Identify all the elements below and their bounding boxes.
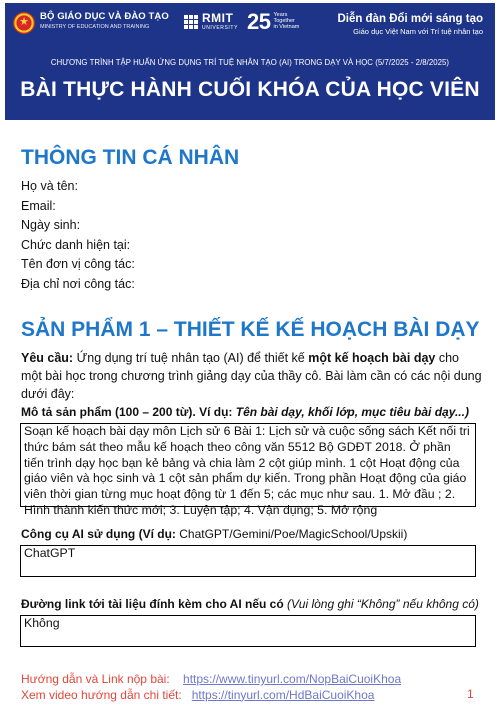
ai-tool-label-text: Công cụ AI sử dụng (Ví dụ: — [21, 527, 180, 541]
video-link[interactable]: https://tinyurl.com/HdBaiCuoiKhoa — [191, 687, 375, 702]
guide-label: Hướng dẫn và Link nộp bài: — [21, 672, 170, 686]
video-label: Xem video hướng dẫn chi tiết: — [21, 687, 182, 702]
rmit-name: RMIT — [202, 11, 234, 25]
personal-info-heading: THÔNG TIN CÁ NHÂN — [21, 146, 240, 169]
anniversary-logo — [247, 11, 299, 33]
rmit-sub: UNIVERSITY — [202, 25, 239, 31]
field-full-name: Họ và tên: — [21, 179, 78, 193]
forum-subtitle: Giáo dục Việt Nam với Trí tuệ nhân tạo — [353, 27, 483, 36]
field-work-address: Địa chỉ nơi công tác: — [21, 276, 135, 291]
description-label — [21, 405, 469, 419]
program-line: CHƯƠNG TRÌNH TẬP HUẤN ỨNG DỤNG TRÍ TUỆ NHÂN TẠO (AI) TRONG DẠY VÀ HỌC (5/7/2025 - 2/8/2025) — [50, 58, 450, 67]
attachment-link-label-note: (Vui lòng ghi “Không” nếu không có) — [287, 597, 479, 611]
description-label-text: Mô tả sản phẩm (100 – 200 từ). Ví dụ: — [21, 405, 236, 419]
logo-row — [5, 3, 495, 51]
requirement-bold: một kế hoạch bài dạy — [308, 351, 436, 365]
rmit-logo — [183, 12, 238, 31]
moet-subtitle: MINISTRY OF EDUCATION AND TRAINING — [40, 23, 150, 30]
description-textbox[interactable]: Soạn kế hoạch bài dạy môn Lịch sử 6 Bài 1: Lịch sử và cuộc sống sách Kết nối tri thức bám sát theo mẫu kế hoạch theo công văn 5512 Bộ GDĐT 2018. Ở phần tiến trình dạy học bạn kẻ bảng và chia làm 2 cột giúp mình. 1 cột Hoạt động của giáo viên và học sinh và 1 cột sản phẩm dự kiến. Trong phần Hoạt động của giáo viên thời gian từng mục hoạt động từ 1 đến 5; các mục như sau. 1. Mở đầu ; 2. Hình thành kiến thức mới; 3. Luyện tập; 4. Vận dụng; 5. Mở rộng — [20, 423, 476, 507]
guide-link[interactable]: https://www.tinyurl.com/NopBaiCuoiKhoa — [183, 672, 402, 686]
rmit-grid-icon — [183, 14, 198, 29]
field-organization: Tên đơn vị công tác: — [21, 257, 135, 272]
attachment-link-label — [21, 597, 479, 611]
product-heading: SẢN PHẨM 1 – THIẾT KẾ KẾ HOẠCH BÀI DẠY — [21, 318, 480, 341]
national-emblem-icon — [13, 12, 35, 34]
requirement-label: Yêu cầu: — [21, 351, 74, 365]
ai-tool-label — [21, 527, 407, 541]
description-label-example: Tên bài dạy, khối lớp, mục tiêu bài dạy...) — [235, 405, 469, 419]
requirement-paragraph — [21, 349, 483, 403]
moet-logo — [13, 12, 169, 34]
footer — [21, 672, 401, 703]
field-job-title: Chức danh hiện tại: — [21, 237, 131, 252]
field-email: Email: — [21, 198, 56, 213]
ai-tool-label-example: ChatGPT/Gemini/Poe/MagicSchool/Upskii) — [179, 527, 408, 541]
moet-title: BỘ GIÁO DỤC VÀ ĐÀO TẠO — [40, 11, 169, 22]
ai-tool-textbox[interactable]: ChatGPT — [20, 545, 476, 577]
years-text-1: Years — [273, 12, 288, 19]
years-text-3: in Vietnam — [273, 23, 300, 30]
page-number: 1 — [467, 687, 474, 701]
requirement-text-2: cho một bài học trong chương trình giảng dạy của thầy cô. Bài làm cần có các nội dung dưới đây: — [21, 351, 482, 401]
requirement-text-1: Ứng dụng trí tuệ nhân tạo (AI) để thiết kế — [73, 351, 309, 365]
forum-title: Diễn đàn Đổi mới sáng tạo — [337, 13, 483, 25]
years-text-2: Together — [273, 18, 295, 25]
field-birth-date: Ngày sinh: — [21, 218, 81, 233]
forum-title-block — [337, 13, 483, 36]
attachment-link-label-text: Đường link tới tài liệu đính kèm cho AI nếu có — [21, 597, 287, 611]
personal-info-fields — [21, 177, 135, 295]
header-banner — [5, 3, 495, 120]
banner-title: BÀI THỰC HÀNH CUỐI KHÓA CỦA HỌC VIÊN — [20, 78, 480, 101]
years-number: 25 — [247, 9, 271, 34]
attachment-link-textbox[interactable]: Không — [20, 615, 476, 647]
